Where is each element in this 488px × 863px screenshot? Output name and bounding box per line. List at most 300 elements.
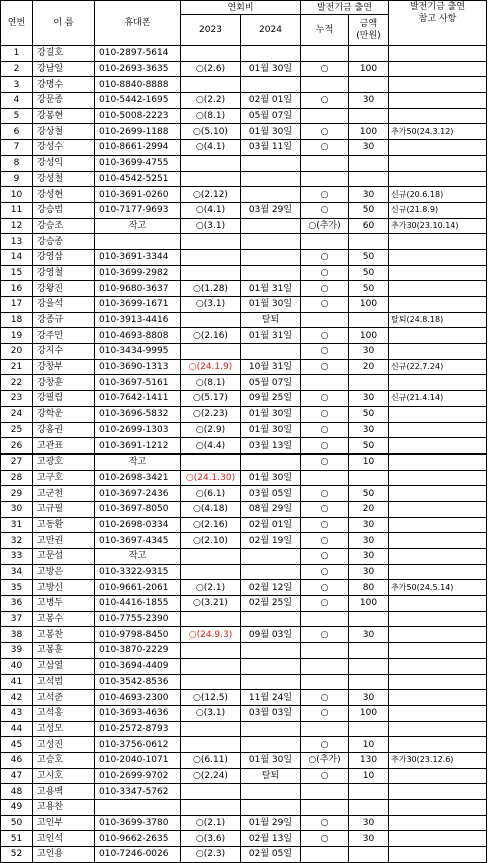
- row-phone: 010-3870-2229: [95, 643, 181, 659]
- row-name: 고동환: [33, 517, 95, 533]
- row-fund-cumulative: ○: [301, 690, 349, 706]
- row-name: 고용백: [33, 784, 95, 800]
- row-note: [389, 344, 487, 360]
- row-fee-2023: [181, 737, 241, 753]
- row-name: 고용찬: [33, 800, 95, 816]
- table-row: [1, 281, 487, 297]
- row-phone: 010-2699-9702: [95, 768, 181, 784]
- row-name: 강길호: [33, 46, 95, 62]
- row-fund-cumulative: ○: [301, 737, 349, 753]
- row-fund-amount: 30: [349, 549, 389, 565]
- row-phone: [95, 234, 181, 250]
- row-fund-amount: 30: [349, 533, 389, 549]
- row-phone: 010-2698-3421: [95, 470, 181, 486]
- row-fund-amount: [349, 784, 389, 800]
- row-number: 12: [1, 218, 33, 234]
- row-fee-2023: ○(2.10): [181, 533, 241, 549]
- table-row: [1, 737, 487, 753]
- row-fee-2023: ○(3.6): [181, 831, 241, 847]
- row-fee-2023: ○(24.1.9): [181, 359, 241, 375]
- row-fund-amount: [349, 674, 389, 690]
- row-fund-amount: [349, 611, 389, 627]
- row-fee-2023: [181, 643, 241, 659]
- row-note: [389, 784, 487, 800]
- row-fund-amount: [349, 375, 389, 391]
- row-fee-2024: [241, 800, 301, 816]
- header-num: 연번: [1, 1, 33, 46]
- row-fee-2023: ○(4.1): [181, 140, 241, 156]
- row-phone: 010-7246-0026: [95, 847, 181, 863]
- table-row: [1, 328, 487, 344]
- row-fee-2024: 02월 13일: [241, 831, 301, 847]
- header-cumulative: 누적: [301, 15, 349, 46]
- row-fee-2024: [241, 564, 301, 580]
- header-2024: 2024: [241, 15, 301, 46]
- row-fund-cumulative: ○: [301, 249, 349, 265]
- row-fund-cumulative: ○: [301, 281, 349, 297]
- row-note: [389, 422, 487, 438]
- row-fund-amount: 80: [349, 580, 389, 596]
- row-fund-cumulative: [301, 658, 349, 674]
- row-fund-amount: [349, 847, 389, 863]
- row-fund-cumulative: ○: [301, 265, 349, 281]
- row-note: [389, 486, 487, 502]
- row-fund-cumulative: ○(추가): [301, 218, 349, 234]
- row-fee-2023: [181, 171, 241, 187]
- row-note: [389, 690, 487, 706]
- row-number: 45: [1, 737, 33, 753]
- table-row: [1, 108, 487, 124]
- row-name: 고봉훈: [33, 643, 95, 659]
- row-fund-amount: 30: [349, 344, 389, 360]
- row-number: 31: [1, 517, 33, 533]
- row-phone: 010-3697-2436: [95, 486, 181, 502]
- row-number: 30: [1, 501, 33, 517]
- row-note: [389, 77, 487, 93]
- row-name: 고문섭: [33, 549, 95, 565]
- row-number: 6: [1, 124, 33, 140]
- row-phone: 작고: [95, 454, 181, 470]
- row-fee-2024: 10월 31일: [241, 359, 301, 375]
- row-fund-cumulative: [301, 46, 349, 62]
- row-fee-2023: ○(2.24): [181, 768, 241, 784]
- row-name: 강문종: [33, 93, 95, 109]
- row-name: 강을석: [33, 297, 95, 313]
- row-number: 1: [1, 46, 33, 62]
- row-name: 강봉현: [33, 108, 95, 124]
- row-number: 50: [1, 815, 33, 831]
- row-fee-2024: 03월 13일: [241, 438, 301, 454]
- row-phone: 010-3699-2982: [95, 265, 181, 281]
- row-phone: 작고: [95, 218, 181, 234]
- row-note: [389, 454, 487, 470]
- row-fee-2024: 05월 07일: [241, 108, 301, 124]
- row-fund-amount: [349, 234, 389, 250]
- table-row: [1, 406, 487, 422]
- row-fee-2024: 01월 29일: [241, 815, 301, 831]
- table-row: [1, 768, 487, 784]
- row-phone: 010-3699-4755: [95, 155, 181, 171]
- header-fund: 발전기금 출연: [301, 1, 389, 15]
- table-row: [1, 501, 487, 517]
- row-fee-2024: [241, 249, 301, 265]
- row-name: 고규필: [33, 501, 95, 517]
- row-fund-cumulative: ○(추가): [301, 752, 349, 768]
- row-note: [389, 155, 487, 171]
- row-name: 고성모: [33, 721, 95, 737]
- row-name: 강창훈: [33, 375, 95, 391]
- row-fee-2023: ○(4.4): [181, 438, 241, 454]
- row-fee-2024: [241, 611, 301, 627]
- row-name: 고석범: [33, 674, 95, 690]
- row-number: 29: [1, 486, 33, 502]
- row-phone: 작고: [95, 549, 181, 565]
- row-name: 강성철: [33, 171, 95, 187]
- row-fund-amount: 100: [349, 124, 389, 140]
- row-note: [389, 737, 487, 753]
- row-fee-2023: ○(2.23): [181, 406, 241, 422]
- table-row: [1, 611, 487, 627]
- row-phone: [95, 800, 181, 816]
- row-phone: 010-4693-2300: [95, 690, 181, 706]
- header-2023: 2023: [181, 15, 241, 46]
- row-fund-amount: [349, 800, 389, 816]
- row-fund-amount: 20: [349, 501, 389, 517]
- table-row: [1, 564, 487, 580]
- row-name: 고삼열: [33, 658, 95, 674]
- row-fund-cumulative: [301, 611, 349, 627]
- row-phone: 010-9661-2061: [95, 580, 181, 596]
- table-row: [1, 202, 487, 218]
- row-fee-2024: 03월 03일: [241, 705, 301, 721]
- row-note: [389, 705, 487, 721]
- row-phone: 010-3347-5762: [95, 784, 181, 800]
- row-fee-2024: 02월 25일: [241, 596, 301, 612]
- row-number: 43: [1, 705, 33, 721]
- row-fee-2023: [181, 564, 241, 580]
- row-fee-2023: [181, 800, 241, 816]
- row-fund-cumulative: [301, 375, 349, 391]
- row-fund-cumulative: ○: [301, 359, 349, 375]
- row-phone: 010-3699-3780: [95, 815, 181, 831]
- row-name: 고방신: [33, 580, 95, 596]
- table-row: [1, 596, 487, 612]
- row-name: 고구호: [33, 470, 95, 486]
- row-fund-cumulative: [301, 234, 349, 250]
- row-fund-cumulative: [301, 470, 349, 486]
- row-fund-cumulative: ○: [301, 328, 349, 344]
- row-number: 28: [1, 470, 33, 486]
- row-fund-amount: 100: [349, 328, 389, 344]
- row-fund-cumulative: [301, 784, 349, 800]
- row-fund-amount: [349, 643, 389, 659]
- row-fee-2024: 01월 30일: [241, 61, 301, 77]
- table-row: [1, 438, 487, 454]
- table-row: [1, 297, 487, 313]
- row-fund-amount: [349, 658, 389, 674]
- row-note: [389, 800, 487, 816]
- row-note: 탈퇴(24.8.18): [389, 312, 487, 328]
- row-fee-2024: 01월 30일: [241, 297, 301, 313]
- row-name: 강학운: [33, 406, 95, 422]
- row-fund-amount: 60: [349, 218, 389, 234]
- row-phone: 010-3691-0260: [95, 187, 181, 203]
- row-fund-amount: 50: [349, 281, 389, 297]
- table-row: [1, 517, 487, 533]
- row-phone: 010-3434-9995: [95, 344, 181, 360]
- row-fund-cumulative: ○: [301, 705, 349, 721]
- row-name: 강성수: [33, 140, 95, 156]
- table-row: [1, 549, 487, 565]
- row-fee-2023: ○(5.17): [181, 391, 241, 407]
- row-fund-cumulative: ○: [301, 124, 349, 140]
- row-fund-cumulative: ○: [301, 768, 349, 784]
- row-fund-amount: 100: [349, 61, 389, 77]
- row-phone: 010-4693-8808: [95, 328, 181, 344]
- row-fund-cumulative: ○: [301, 549, 349, 565]
- row-fund-cumulative: ○: [301, 93, 349, 109]
- row-fund-cumulative: ○: [301, 297, 349, 313]
- row-number: 37: [1, 611, 33, 627]
- row-number: 5: [1, 108, 33, 124]
- row-phone: 010-3691-1212: [95, 438, 181, 454]
- row-fund-amount: 30: [349, 831, 389, 847]
- table-row: [1, 187, 487, 203]
- row-fee-2024: 01월 30일: [241, 124, 301, 140]
- row-number: 13: [1, 234, 33, 250]
- row-fund-cumulative: [301, 847, 349, 863]
- row-phone: 010-2572-8793: [95, 721, 181, 737]
- row-fund-amount: 50: [349, 249, 389, 265]
- row-phone: 010-8840-8888: [95, 77, 181, 93]
- row-fund-amount: 50: [349, 486, 389, 502]
- row-number: 49: [1, 800, 33, 816]
- row-fee-2023: ○(5.10): [181, 124, 241, 140]
- row-phone: 010-7177-9693: [95, 202, 181, 218]
- row-number: 17: [1, 297, 33, 313]
- row-fund-cumulative: ○: [301, 564, 349, 580]
- row-fee-2023: [181, 454, 241, 470]
- row-fee-2024: [241, 46, 301, 62]
- table-header: [1, 1, 487, 46]
- row-fee-2023: ○(2.16): [181, 517, 241, 533]
- row-name: 고석홍: [33, 705, 95, 721]
- table-row: [1, 422, 487, 438]
- row-fee-2023: ○(2.9): [181, 422, 241, 438]
- row-note: 신규(22.7.24): [389, 359, 487, 375]
- row-fund-amount: 100: [349, 297, 389, 313]
- row-phone: 010-2699-1188: [95, 124, 181, 140]
- row-number: 42: [1, 690, 33, 706]
- row-fee-2023: [181, 46, 241, 62]
- row-name: 고관표: [33, 438, 95, 454]
- table-row: [1, 847, 487, 863]
- row-note: [389, 768, 487, 784]
- row-fee-2023: ○(2.3): [181, 847, 241, 863]
- header-note: 발전기금 출연 참고 사항: [389, 1, 487, 46]
- row-fund-cumulative: ○: [301, 140, 349, 156]
- row-phone: 010-3322-9315: [95, 564, 181, 580]
- row-number: 41: [1, 674, 33, 690]
- table-row: [1, 800, 487, 816]
- row-name: 고병두: [33, 596, 95, 612]
- row-number: 9: [1, 171, 33, 187]
- row-phone: 010-3694-4409: [95, 658, 181, 674]
- row-fee-2023: ○(3.1): [181, 218, 241, 234]
- row-phone: 010-9662-2635: [95, 831, 181, 847]
- row-fee-2024: [241, 721, 301, 737]
- row-fee-2023: [181, 155, 241, 171]
- table-row: [1, 46, 487, 62]
- row-number: 48: [1, 784, 33, 800]
- row-fee-2023: ○(8.1): [181, 108, 241, 124]
- row-number: 21: [1, 359, 33, 375]
- row-fund-amount: 30: [349, 690, 389, 706]
- table-row: [1, 77, 487, 93]
- row-name: 강상철: [33, 124, 95, 140]
- row-fee-2024: 03월 29일: [241, 202, 301, 218]
- row-fee-2024: [241, 674, 301, 690]
- table-row: [1, 124, 487, 140]
- row-fund-cumulative: ○: [301, 486, 349, 502]
- row-fee-2023: ○(2.2): [181, 93, 241, 109]
- row-fee-2024: [241, 155, 301, 171]
- row-number: 51: [1, 831, 33, 847]
- table-row: [1, 674, 487, 690]
- table-row: [1, 470, 487, 486]
- row-name: 강승조: [33, 218, 95, 234]
- row-fee-2023: ○(24.9.3): [181, 627, 241, 643]
- row-name: 강승종: [33, 234, 95, 250]
- row-fee-2024: [241, 77, 301, 93]
- row-phone: 010-3697-4345: [95, 533, 181, 549]
- row-note: 추가30(23.12.6): [389, 752, 487, 768]
- row-phone: 010-3913-4416: [95, 312, 181, 328]
- table-row: [1, 705, 487, 721]
- row-fund-cumulative: ○: [301, 815, 349, 831]
- table-row: [1, 140, 487, 156]
- table-row: [1, 627, 487, 643]
- row-fund-amount: 30: [349, 564, 389, 580]
- row-number: 27: [1, 454, 33, 470]
- row-fee-2023: ○(8.1): [181, 375, 241, 391]
- row-note: [389, 611, 487, 627]
- row-fund-amount: 30: [349, 422, 389, 438]
- row-number: 39: [1, 643, 33, 659]
- row-fund-amount: 100: [349, 705, 389, 721]
- row-fee-2024: [241, 344, 301, 360]
- table-row: [1, 643, 487, 659]
- row-fee-2024: 02월 19일: [241, 533, 301, 549]
- row-number: 26: [1, 438, 33, 454]
- table-row: [1, 533, 487, 549]
- row-number: 47: [1, 768, 33, 784]
- row-name: 강명수: [33, 77, 95, 93]
- row-number: 15: [1, 265, 33, 281]
- row-fee-2024: [241, 737, 301, 753]
- table-row: [1, 580, 487, 596]
- row-number: 7: [1, 140, 33, 156]
- row-fund-amount: [349, 46, 389, 62]
- row-fund-amount: 30: [349, 140, 389, 156]
- row-fund-cumulative: ○: [301, 406, 349, 422]
- row-note: 추가30(23.10.14): [389, 218, 487, 234]
- row-number: 34: [1, 564, 33, 580]
- row-name: 고석준: [33, 690, 95, 706]
- row-phone: 010-7642-1411: [95, 391, 181, 407]
- row-note: [389, 627, 487, 643]
- table-body: [1, 46, 487, 863]
- row-note: [389, 831, 487, 847]
- row-note: 신규(21.4.14): [389, 391, 487, 407]
- table-row: [1, 171, 487, 187]
- row-note: [389, 249, 487, 265]
- row-fee-2024: 03월 11일: [241, 140, 301, 156]
- table-row: [1, 218, 487, 234]
- row-fee-2023: [181, 611, 241, 627]
- row-number: 14: [1, 249, 33, 265]
- table-row: [1, 784, 487, 800]
- row-fee-2023: ○(3.21): [181, 596, 241, 612]
- row-name: 강승범: [33, 202, 95, 218]
- row-note: 신규(20.6.18): [389, 187, 487, 203]
- row-number: 20: [1, 344, 33, 360]
- row-fee-2024: 08월 29일: [241, 501, 301, 517]
- row-number: 16: [1, 281, 33, 297]
- row-note: [389, 564, 487, 580]
- row-fee-2023: ○(4.18): [181, 501, 241, 517]
- row-name: 고인부: [33, 815, 95, 831]
- row-number: 35: [1, 580, 33, 596]
- row-fee-2023: [181, 265, 241, 281]
- row-number: 18: [1, 312, 33, 328]
- row-fee-2024: [241, 454, 301, 470]
- row-phone: 010-2897-5614: [95, 46, 181, 62]
- row-fund-amount: 30: [349, 391, 389, 407]
- row-fund-amount: [349, 155, 389, 171]
- row-fund-cumulative: ○: [301, 596, 349, 612]
- row-fee-2023: ○(2.16): [181, 328, 241, 344]
- row-number: 8: [1, 155, 33, 171]
- row-fee-2024: 01월 30일: [241, 422, 301, 438]
- table-row: [1, 249, 487, 265]
- row-name: 고봉수: [33, 611, 95, 627]
- row-name: 강종규: [33, 312, 95, 328]
- row-note: [389, 533, 487, 549]
- row-phone: 010-3697-8050: [95, 501, 181, 517]
- row-fee-2024: 01월 30일: [241, 752, 301, 768]
- table-row: [1, 312, 487, 328]
- row-fund-cumulative: ○: [301, 831, 349, 847]
- row-note: [389, 658, 487, 674]
- row-note: [389, 46, 487, 62]
- row-number: 2: [1, 61, 33, 77]
- row-number: 44: [1, 721, 33, 737]
- row-fund-amount: [349, 77, 389, 93]
- row-fund-amount: 10: [349, 737, 389, 753]
- table-row: [1, 721, 487, 737]
- row-fee-2024: 탈퇴: [241, 312, 301, 328]
- row-note: [389, 140, 487, 156]
- row-note: [389, 438, 487, 454]
- row-fund-cumulative: [301, 312, 349, 328]
- table-row: [1, 359, 487, 375]
- row-fee-2023: ○(3.1): [181, 705, 241, 721]
- row-fee-2023: [181, 658, 241, 674]
- table-row: [1, 375, 487, 391]
- row-fee-2024: 탈퇴: [241, 768, 301, 784]
- row-note: 신규(21.8.9): [389, 202, 487, 218]
